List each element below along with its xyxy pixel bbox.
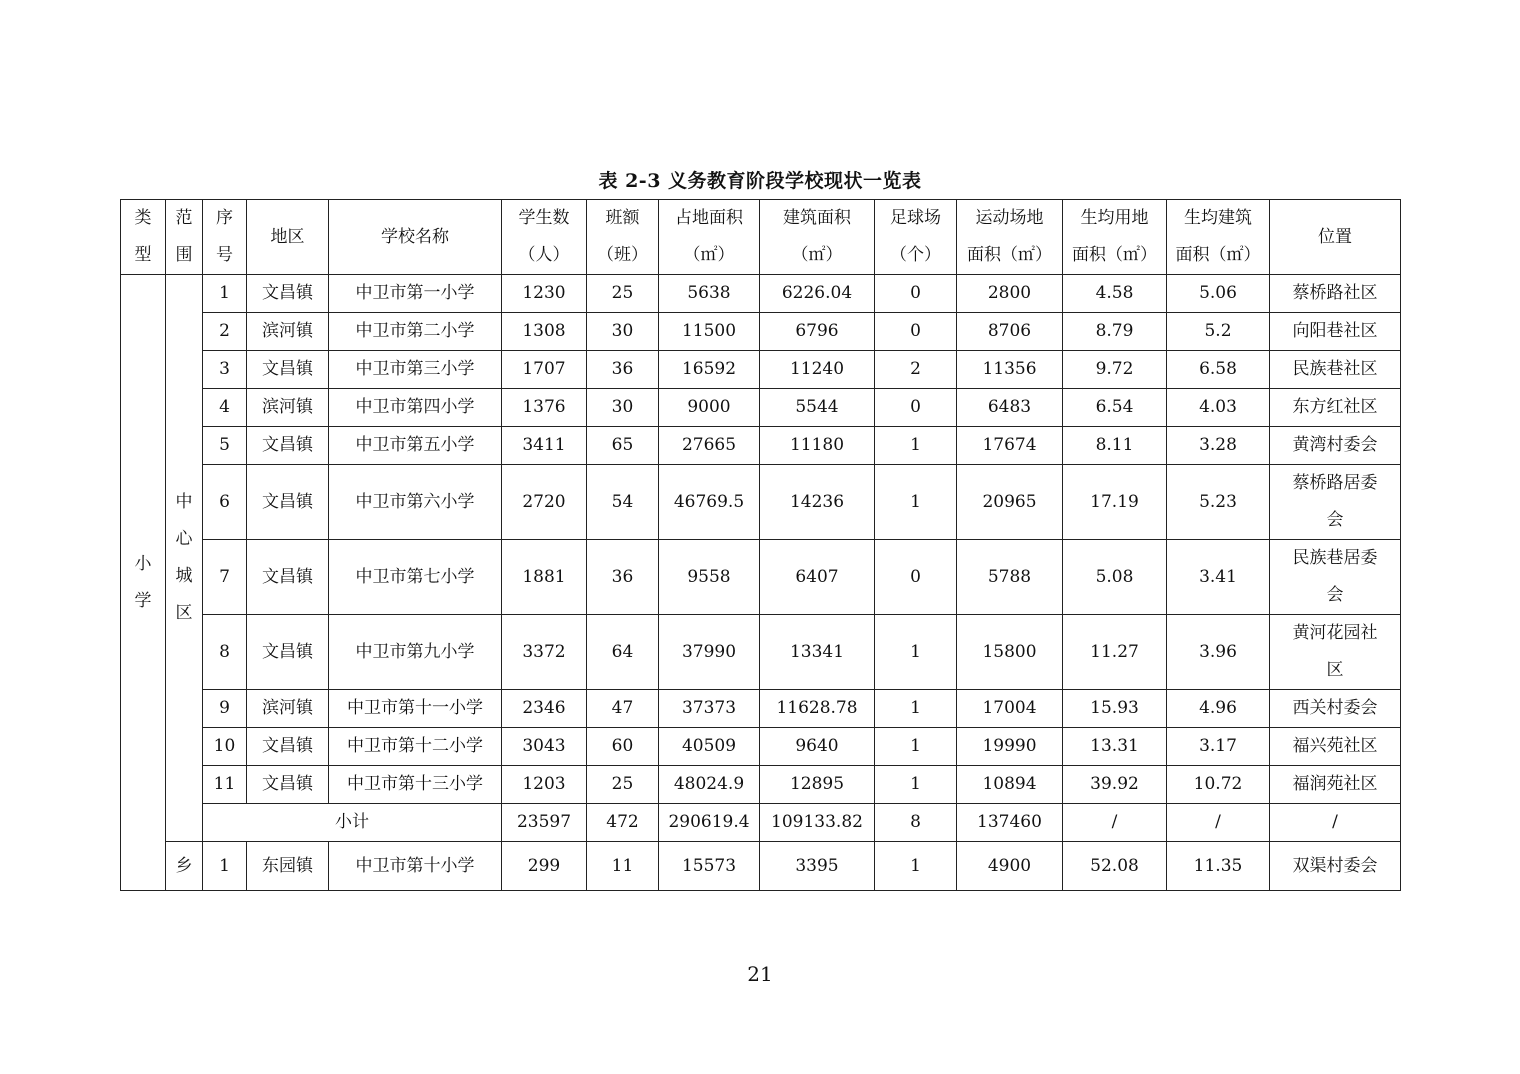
cell-per-land: 39.92 (1063, 766, 1167, 804)
cell-students: 1203 (502, 766, 587, 804)
cell-land: 15573 (659, 842, 760, 891)
cell-students: 3372 (502, 615, 587, 690)
cell-per-building: 3.28 (1167, 427, 1270, 465)
cell-region: 东园镇 (247, 842, 329, 891)
cell-region: 滨河镇 (247, 389, 329, 427)
table-row (121, 842, 1401, 891)
cell-students: 1230 (502, 275, 587, 313)
cell-classes: 30 (587, 389, 659, 427)
cell-per-land: 52.08 (1063, 842, 1167, 891)
cell-sports: 20965 (957, 465, 1063, 540)
cell-no: 1 (203, 842, 247, 891)
cell-no: 11 (203, 766, 247, 804)
cell-no: 5 (203, 427, 247, 465)
cell-building: 11180 (760, 427, 875, 465)
cell-region: 文昌镇 (247, 275, 329, 313)
cell-students: 1707 (502, 351, 587, 389)
cell-land: 37990 (659, 615, 760, 690)
cell-no: 8 (203, 615, 247, 690)
cell-location: 民族巷社区 (1270, 351, 1401, 389)
cell-classes: 65 (587, 427, 659, 465)
cell-sports: 5788 (957, 540, 1063, 615)
cell-region: 文昌镇 (247, 766, 329, 804)
cell-building: 12895 (760, 766, 875, 804)
cell-football: 2 (875, 351, 957, 389)
cell-location: 福润苑社区 (1270, 766, 1401, 804)
cell-region: 文昌镇 (247, 615, 329, 690)
cell-building: 13341 (760, 615, 875, 690)
subtotal-row (121, 804, 1401, 842)
cell-building: 11240 (760, 351, 875, 389)
cell-classes: 54 (587, 465, 659, 540)
table-title: 表 2-3 义务教育阶段学校现状一览表 (598, 170, 922, 192)
cell-per-building: 5.2 (1167, 313, 1270, 351)
cell-per-building: 11.35 (1167, 842, 1270, 891)
cell-football: 0 (875, 275, 957, 313)
cell-name: 中卫市第十一小学 (329, 690, 502, 728)
page-number: 21 (747, 962, 773, 986)
cell-land: 16592 (659, 351, 760, 389)
cell-land: 48024.9 (659, 766, 760, 804)
schools-table (120, 199, 1401, 891)
header-no: 序 号 (203, 200, 247, 275)
cell-land: 11500 (659, 313, 760, 351)
cell-name: 中卫市第二小学 (329, 313, 502, 351)
header-location: 位置 (1270, 200, 1401, 275)
cell-location: 蔡桥路居委 会 (1270, 465, 1401, 540)
cell-name: 中卫市第十二小学 (329, 728, 502, 766)
table-row (121, 766, 1401, 804)
cell-football: 1 (875, 427, 957, 465)
cell-name: 中卫市第十三小学 (329, 766, 502, 804)
cell-classes: 36 (587, 351, 659, 389)
cell-location: 黄湾村委会 (1270, 427, 1401, 465)
cell-land: 27665 (659, 427, 760, 465)
subtotal-students: 23597 (502, 804, 587, 842)
cell-name: 中卫市第一小学 (329, 275, 502, 313)
header-building: 建筑面积 （㎡） (760, 200, 875, 275)
cell-land: 5638 (659, 275, 760, 313)
cell-sports: 19990 (957, 728, 1063, 766)
cell-building: 11628.78 (760, 690, 875, 728)
cell-football: 0 (875, 540, 957, 615)
cell-students: 299 (502, 842, 587, 891)
table-body (121, 275, 1401, 891)
cell-name: 中卫市第六小学 (329, 465, 502, 540)
cell-classes: 25 (587, 766, 659, 804)
cell-students: 1881 (502, 540, 587, 615)
cell-students: 1308 (502, 313, 587, 351)
table-row (121, 615, 1401, 690)
cell-region: 文昌镇 (247, 540, 329, 615)
table-row (121, 540, 1401, 615)
cell-football: 1 (875, 728, 957, 766)
cell-sports: 10894 (957, 766, 1063, 804)
header-football: 足球场 （个） (875, 200, 957, 275)
cell-football: 0 (875, 313, 957, 351)
cell-classes: 36 (587, 540, 659, 615)
cell-football: 0 (875, 389, 957, 427)
cell-region: 文昌镇 (247, 465, 329, 540)
header-scope: 范 围 (166, 200, 203, 275)
cell-name: 中卫市第四小学 (329, 389, 502, 427)
header-region: 地区 (247, 200, 329, 275)
cell-region: 滨河镇 (247, 313, 329, 351)
cell-land: 37373 (659, 690, 760, 728)
cell-football: 1 (875, 465, 957, 540)
cell-students: 1376 (502, 389, 587, 427)
cell-classes: 60 (587, 728, 659, 766)
table-row (121, 351, 1401, 389)
cell-region: 文昌镇 (247, 351, 329, 389)
cell-location: 蔡桥路社区 (1270, 275, 1401, 313)
table-row (121, 465, 1401, 540)
cell-region: 文昌镇 (247, 728, 329, 766)
subtotal-per-land: / (1063, 804, 1167, 842)
cell-football: 1 (875, 690, 957, 728)
subtotal-football: 8 (875, 804, 957, 842)
cell-per-land: 4.58 (1063, 275, 1167, 313)
cell-per-building: 10.72 (1167, 766, 1270, 804)
subtotal-building: 109133.82 (760, 804, 875, 842)
cell-per-land: 15.93 (1063, 690, 1167, 728)
cell-sports: 4900 (957, 842, 1063, 891)
cell-location: 黄河花园社 区 (1270, 615, 1401, 690)
cell-building: 9640 (760, 728, 875, 766)
header-students: 学生数 （人） (502, 200, 587, 275)
cell-no: 3 (203, 351, 247, 389)
header-type: 类 型 (121, 200, 166, 275)
cell-no: 9 (203, 690, 247, 728)
header-classes: 班额 （班） (587, 200, 659, 275)
cell-per-building: 4.03 (1167, 389, 1270, 427)
cell-building: 5544 (760, 389, 875, 427)
header-sports: 运动场地 面积（㎡） (957, 200, 1063, 275)
cell-name: 中卫市第十小学 (329, 842, 502, 891)
subtotal-per-building: / (1167, 804, 1270, 842)
cell-no: 7 (203, 540, 247, 615)
cell-name: 中卫市第三小学 (329, 351, 502, 389)
cell-students: 2720 (502, 465, 587, 540)
table-row (121, 427, 1401, 465)
cell-sports: 8706 (957, 313, 1063, 351)
cell-location: 福兴苑社区 (1270, 728, 1401, 766)
cell-per-building: 3.96 (1167, 615, 1270, 690)
subtotal-location: / (1270, 804, 1401, 842)
cell-per-building: 6.58 (1167, 351, 1270, 389)
header-land: 占地面积 （㎡） (659, 200, 760, 275)
cell-location: 双渠村委会 (1270, 842, 1401, 891)
cell-region: 滨河镇 (247, 690, 329, 728)
cell-classes: 47 (587, 690, 659, 728)
header-per-land: 生均用地 面积（㎡） (1063, 200, 1167, 275)
cell-per-building: 3.41 (1167, 540, 1270, 615)
cell-region: 文昌镇 (247, 427, 329, 465)
cell-land: 40509 (659, 728, 760, 766)
cell-per-building: 3.17 (1167, 728, 1270, 766)
table-row (121, 313, 1401, 351)
type-cell: 小 学 (121, 275, 166, 891)
cell-location: 向阳巷社区 (1270, 313, 1401, 351)
cell-per-land: 8.79 (1063, 313, 1167, 351)
cell-per-land: 11.27 (1063, 615, 1167, 690)
cell-classes: 11 (587, 842, 659, 891)
cell-per-building: 5.06 (1167, 275, 1270, 313)
scope-central-cell: 中 心 城 区 (166, 275, 203, 842)
cell-no: 6 (203, 465, 247, 540)
cell-per-land: 13.31 (1063, 728, 1167, 766)
header-name: 学校名称 (329, 200, 502, 275)
table-row (121, 690, 1401, 728)
cell-building: 6407 (760, 540, 875, 615)
header-per-building: 生均建筑 面积（㎡） (1167, 200, 1270, 275)
cell-no: 1 (203, 275, 247, 313)
cell-sports: 17674 (957, 427, 1063, 465)
scope-rural-cell: 乡 (166, 842, 203, 891)
cell-sports: 15800 (957, 615, 1063, 690)
cell-per-building: 5.23 (1167, 465, 1270, 540)
cell-land: 9558 (659, 540, 760, 615)
cell-students: 3043 (502, 728, 587, 766)
cell-location: 东方红社区 (1270, 389, 1401, 427)
cell-football: 1 (875, 766, 957, 804)
cell-name: 中卫市第七小学 (329, 540, 502, 615)
cell-no: 4 (203, 389, 247, 427)
cell-per-land: 8.11 (1063, 427, 1167, 465)
cell-sports: 17004 (957, 690, 1063, 728)
cell-land: 9000 (659, 389, 760, 427)
cell-building: 3395 (760, 842, 875, 891)
cell-sports: 2800 (957, 275, 1063, 313)
subtotal-sports: 137460 (957, 804, 1063, 842)
cell-per-land: 6.54 (1063, 389, 1167, 427)
cell-sports: 6483 (957, 389, 1063, 427)
cell-location: 民族巷居委 会 (1270, 540, 1401, 615)
table-header (121, 200, 1401, 275)
table-row (121, 728, 1401, 766)
cell-building: 6796 (760, 313, 875, 351)
cell-classes: 64 (587, 615, 659, 690)
cell-building: 6226.04 (760, 275, 875, 313)
cell-per-land: 9.72 (1063, 351, 1167, 389)
subtotal-land: 290619.4 (659, 804, 760, 842)
cell-land: 46769.5 (659, 465, 760, 540)
table-row (121, 389, 1401, 427)
cell-location: 西关村委会 (1270, 690, 1401, 728)
cell-name: 中卫市第五小学 (329, 427, 502, 465)
cell-students: 2346 (502, 690, 587, 728)
table-row (121, 275, 1401, 313)
cell-per-land: 5.08 (1063, 540, 1167, 615)
subtotal-classes: 472 (587, 804, 659, 842)
cell-per-building: 4.96 (1167, 690, 1270, 728)
cell-per-land: 17.19 (1063, 465, 1167, 540)
cell-classes: 30 (587, 313, 659, 351)
subtotal-label: 小计 (203, 804, 502, 842)
cell-no: 10 (203, 728, 247, 766)
cell-football: 1 (875, 615, 957, 690)
cell-sports: 11356 (957, 351, 1063, 389)
cell-building: 14236 (760, 465, 875, 540)
cell-students: 3411 (502, 427, 587, 465)
cell-classes: 25 (587, 275, 659, 313)
cell-name: 中卫市第九小学 (329, 615, 502, 690)
cell-no: 2 (203, 313, 247, 351)
cell-football: 1 (875, 842, 957, 891)
